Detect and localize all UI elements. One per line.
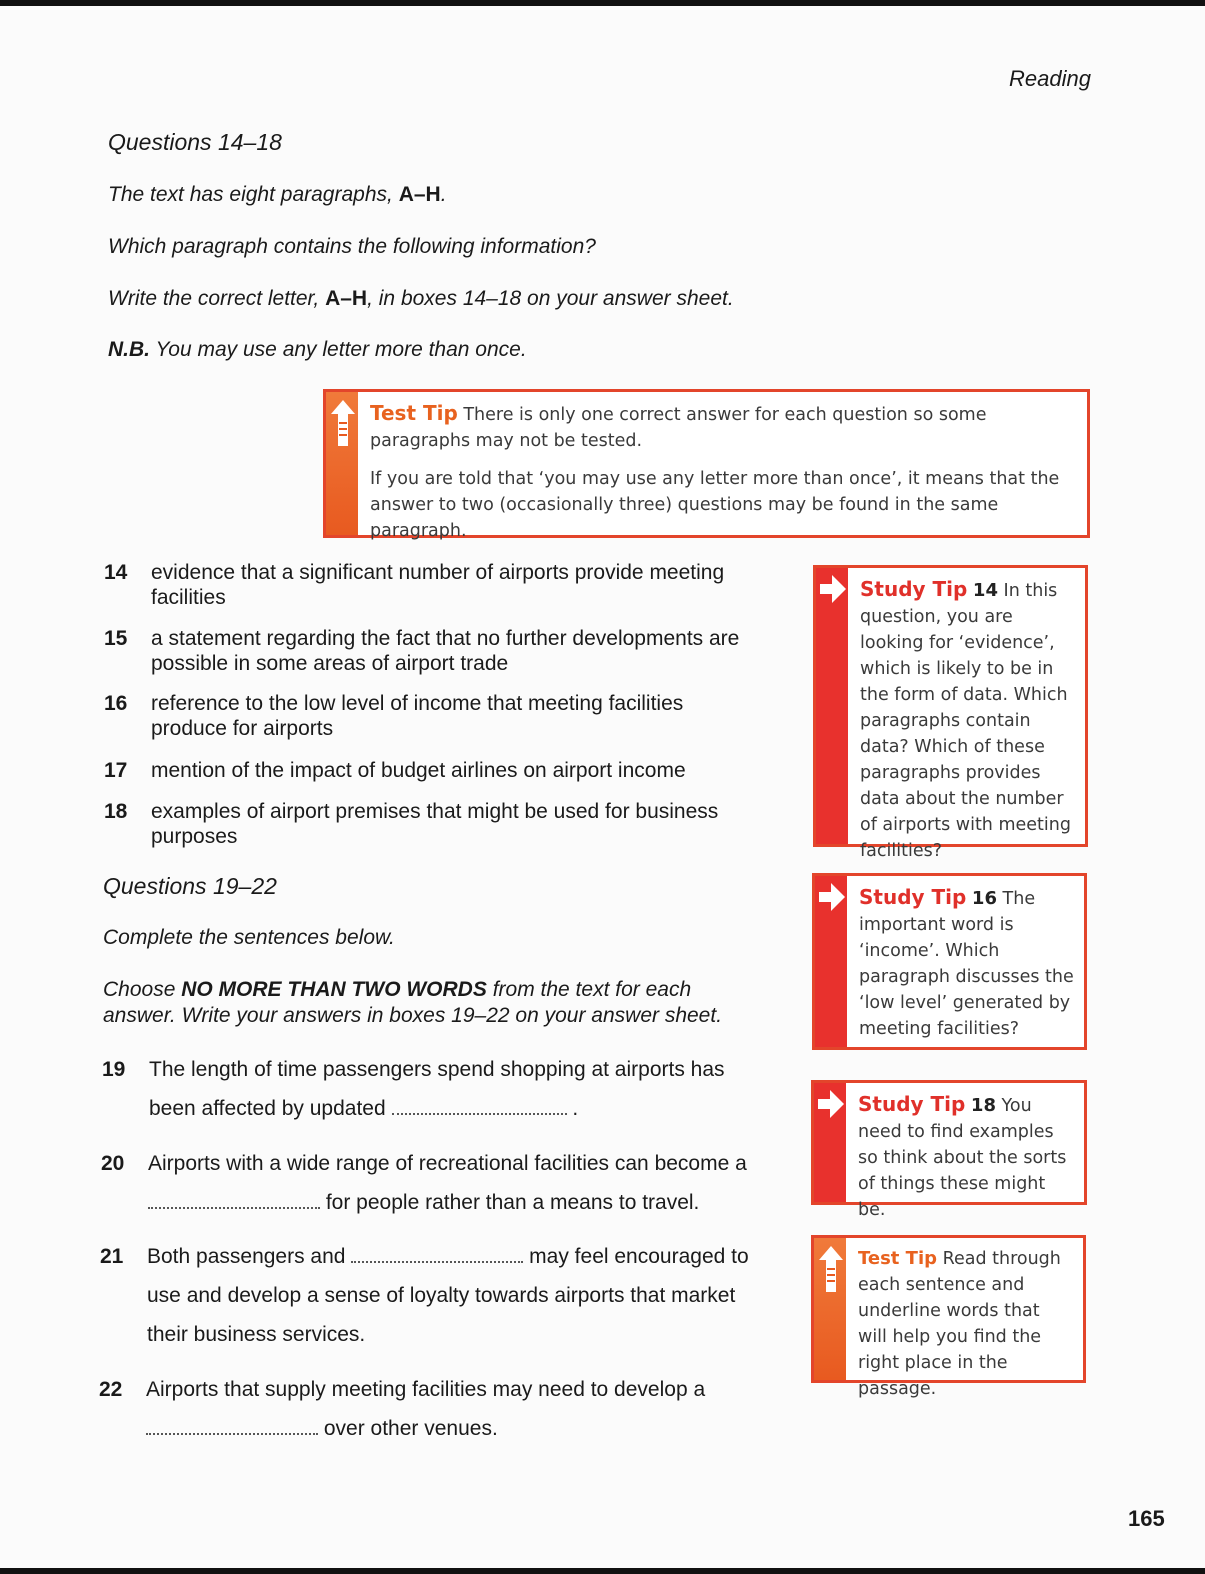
study-tip-16-text: Study Tip 16 The important word is ‘income’. Which paragraph discusses the ‘low level’ generated by meeting facilities? bbox=[859, 885, 1074, 1039]
answer-blank-19[interactable] bbox=[392, 1097, 567, 1115]
study-tip-arrow-icon bbox=[818, 572, 848, 606]
study-tip-18-text: Study Tip 18 You need to find examples so think about the sorts of things these might be. bbox=[858, 1092, 1067, 1220]
test-tip-2-box bbox=[811, 1235, 1086, 1399]
test-tip-2-text: Test Tip Read through each sentence and underline words that will help you find the right place in the passage. bbox=[858, 1248, 1061, 1399]
test-tip-text-2: If you are told that ‘you may use any letter more than once’, it means that the answer to two (occasionally three) questions may be found in the same paragraph. bbox=[370, 469, 1060, 541]
instruction-write: Write the correct letter, A–H, in boxes 14–18 on your answer sheet. bbox=[108, 287, 734, 310]
test-tip-text-1: Test Tip There is only one correct answer for each question so some paragraphs may not be tested. bbox=[370, 401, 987, 451]
bottom-edge-bar bbox=[0, 1568, 1205, 1574]
test-tip-arrow-icon bbox=[818, 1244, 844, 1294]
test-tip-box bbox=[323, 389, 1090, 541]
study-tip-18-box bbox=[811, 1080, 1087, 1220]
instruction-complete: Complete the sentences below. bbox=[103, 926, 395, 949]
test-tip-arrow-icon bbox=[330, 398, 356, 448]
study-tip-14-text: Study Tip 14 In this question, you are looking for ‘evidence’, which is likely to be in the form of data. Which paragraphs contain data? Which of these paragraphs provides data about the number of airports with meeting facilities? bbox=[860, 577, 1071, 861]
answer-blank-21[interactable] bbox=[351, 1245, 523, 1263]
answer-blank-20[interactable] bbox=[148, 1191, 320, 1209]
study-tip-16-box bbox=[812, 873, 1087, 1050]
page-number: 165 bbox=[1128, 1506, 1165, 1531]
instruction-nb: N.B. You may use any letter more than once. bbox=[108, 338, 527, 361]
questions-19-22-heading: Questions 19–22 bbox=[103, 873, 277, 899]
running-header: Reading bbox=[1009, 66, 1091, 91]
study-tip-arrow-icon bbox=[817, 880, 847, 914]
study-tip-arrow-icon bbox=[816, 1087, 846, 1121]
questions-14-18-heading: Questions 14–18 bbox=[108, 129, 282, 155]
instruction-paragraphs: The text has eight paragraphs, A–H. bbox=[108, 183, 447, 206]
instruction-choose: Choose NO MORE THAN TWO WORDS from the text for each answer. Write your answers in boxes 19–22 on your answer sheet. bbox=[103, 978, 723, 1027]
study-tip-14-box bbox=[813, 565, 1088, 861]
top-edge-bar bbox=[0, 0, 1205, 6]
answer-blank-22[interactable] bbox=[146, 1417, 318, 1435]
instruction-which: Which paragraph contains the following information? bbox=[108, 235, 596, 258]
